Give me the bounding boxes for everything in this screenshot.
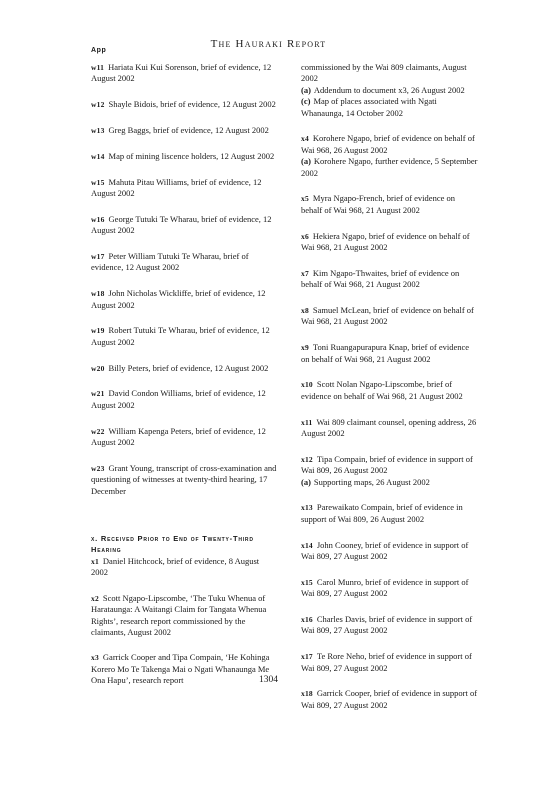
exhibit-text: Garrick Cooper and Tipa Compain, ‘He Kohinga Korero Mo Te Takenga Mai o Ngati Whanaunga Me Ona Hapu’, research report bbox=[91, 652, 270, 686]
exhibit-code: w15 bbox=[91, 177, 105, 187]
exhibit-code: w14 bbox=[91, 151, 105, 161]
exhibit-text: John Nicholas Wickliffe, brief of evidence, 12 August 2002 bbox=[91, 288, 266, 310]
exhibit-code: w11 bbox=[91, 63, 105, 72]
entry-gap bbox=[91, 111, 278, 125]
entry-gap bbox=[91, 411, 278, 425]
exhibit-entry bbox=[91, 288, 278, 311]
exhibit-text: William Kapenga Peters, brief of evidence, 12 August 2002 bbox=[91, 425, 266, 448]
exhibit-entry bbox=[301, 454, 478, 488]
exhibit-entry bbox=[301, 133, 478, 179]
sub-entry-text: Korohere Ngapo, further evidence, 5 September 2002 bbox=[301, 156, 478, 178]
exhibit-code: x11 bbox=[301, 417, 313, 427]
exhibit-entry bbox=[91, 62, 278, 85]
exhibit-sub-entry bbox=[301, 96, 478, 119]
exhibit-code: x17 bbox=[301, 652, 313, 662]
exhibit-text: George Tutuki Te Wharau, brief of evidence, 12 August 2002 bbox=[91, 213, 272, 236]
entry-gap bbox=[91, 448, 278, 462]
exhibit-code: x3 bbox=[91, 653, 99, 663]
page-number: 1304 bbox=[259, 675, 278, 685]
exhibit-text: Hekiera Ngapo, brief of evidence on behalf of Wai 968, 21 August 2002 bbox=[301, 230, 470, 253]
exhibit-entry bbox=[301, 305, 478, 328]
exhibit-entry bbox=[301, 502, 478, 525]
entry-gap bbox=[91, 579, 278, 593]
exhibit-text: Daniel Hitchcock, brief of evidence, 8 August 2002 bbox=[91, 556, 260, 578]
exhibit-text: Shayle Bidois, brief of evidence, 12 August 2002 bbox=[108, 99, 276, 110]
section-heading: x. Received Prior to End of Twenty-Third Hearing bbox=[91, 534, 254, 555]
exhibit-text: commissioned by the Wai 809 claimants, August 2002 bbox=[301, 62, 467, 84]
exhibit-text: Tipa Compain, brief of evidence in support of Wai 809, 26 August 2002 bbox=[301, 453, 473, 476]
exhibit-entry bbox=[301, 231, 478, 254]
exhibit-entry bbox=[91, 463, 278, 497]
sub-entry-text: Addendum to document x3, 26 August 2002 bbox=[313, 84, 465, 95]
exhibit-text: Samuel McLean, brief of evidence on behalf of Wai 968, 21 August 2002 bbox=[301, 305, 474, 327]
exhibit-entry bbox=[301, 417, 478, 440]
exhibit-text: Kim Ngapo-Thwaites, brief of evidence on behalf of Wai 968, 21 August 2002 bbox=[301, 267, 460, 290]
exhibit-text: Te Rore Neho, brief of evidence in support of Wai 809, 27 August 2002 bbox=[301, 651, 472, 673]
exhibit-code: x13 bbox=[301, 503, 313, 513]
exhibit-sub-entry bbox=[301, 477, 478, 488]
exhibit-code: x14 bbox=[301, 540, 313, 550]
exhibit-text: Carol Munro, brief of evidence in support of Wai 809, 27 August 2002 bbox=[301, 576, 469, 599]
exhibit-text: Scott Ngapo-Lipscombe, ‘The Tuku Whenua of Harataunga: A Waitangi Claim for Tangata Whenua Rights’, research report commissioned by the claimants, August 2002 bbox=[91, 592, 267, 638]
exhibit-code: w13 bbox=[91, 126, 105, 135]
entry-gap bbox=[91, 199, 278, 213]
exhibit-text: Greg Baggs, brief of evidence, 12 August 2002 bbox=[108, 125, 269, 135]
sub-entry-label: (a) bbox=[301, 84, 311, 95]
exhibit-code: x7 bbox=[301, 268, 309, 278]
exhibit-code: x10 bbox=[301, 380, 313, 390]
entry-gap bbox=[91, 311, 278, 325]
exhibit-entry bbox=[301, 540, 478, 563]
exhibit-code: w20 bbox=[91, 363, 105, 373]
entry-gap bbox=[91, 162, 278, 176]
sub-entry-text: Map of places associated with Ngati Whanaunga, 14 October 2002 bbox=[301, 96, 437, 118]
entry-gap bbox=[91, 638, 278, 652]
exhibit-text: Myra Ngapo-French, brief of evidence on behalf of Wai 968, 21 August 2002 bbox=[301, 193, 455, 215]
exhibit-entry bbox=[91, 363, 278, 374]
entry-gap bbox=[91, 374, 278, 388]
sub-entry-label: (a) bbox=[301, 476, 311, 487]
exhibit-entry bbox=[301, 614, 478, 637]
entry-gap bbox=[301, 439, 478, 453]
exhibit-code: w23 bbox=[91, 463, 105, 473]
exhibit-text: Peter William Tutuki Te Wharau, brief of evidence, 12 August 2002 bbox=[91, 251, 249, 273]
exhibit-code: w22 bbox=[91, 426, 105, 436]
entry-gap bbox=[301, 525, 478, 539]
exhibit-code: x6 bbox=[301, 231, 309, 241]
exhibit-code: w19 bbox=[91, 326, 105, 336]
entry-gap bbox=[301, 600, 478, 614]
exhibit-code: x16 bbox=[301, 615, 313, 625]
exhibit-text: Grant Young, transcript of cross-examination and questioning of witnesses at twenty-third hearing, 17 December bbox=[91, 462, 277, 496]
entry-gap bbox=[301, 179, 478, 193]
exhibit-entry bbox=[301, 379, 478, 402]
exhibit-entry bbox=[301, 342, 478, 365]
exhibit-code: x8 bbox=[301, 306, 309, 316]
exhibit-entry bbox=[91, 593, 278, 639]
entry-gap bbox=[301, 562, 478, 576]
exhibit-text: Wai 809 claimant counsel, opening address, 26 August 2002 bbox=[301, 416, 477, 439]
exhibit-entry bbox=[91, 151, 278, 162]
entry-gap bbox=[301, 216, 478, 230]
exhibit-text: Garrick Cooper, brief of evidence in support of Wai 809, 27 August 2002 bbox=[301, 688, 478, 710]
sub-entry-label: (a) bbox=[301, 156, 311, 167]
exhibit-code: w17 bbox=[91, 252, 105, 261]
exhibit-text: John Cooney, brief of evidence in support of Wai 809, 27 August 2002 bbox=[301, 539, 469, 562]
exhibit-code: x15 bbox=[301, 577, 313, 587]
exhibit-entry bbox=[301, 268, 478, 291]
exhibit-code: w16 bbox=[91, 214, 105, 224]
exhibit-text: Korohere Ngapo, brief of evidence on behalf of Wai 968, 26 August 2002 bbox=[301, 133, 475, 155]
exhibit-text: Map of mining liscence holders, 12 August 2002 bbox=[108, 150, 275, 161]
entry-gap bbox=[301, 365, 478, 379]
exhibit-text: Robert Tutuki Te Wharau, brief of evidence, 12 August 2002 bbox=[91, 325, 270, 347]
section-tag: App bbox=[91, 47, 107, 54]
exhibit-entry bbox=[301, 577, 478, 600]
exhibit-text: Charles Davis, brief of evidence in support of Wai 809, 27 August 2002 bbox=[301, 614, 473, 636]
exhibit-entry bbox=[301, 651, 478, 674]
exhibit-entry bbox=[301, 193, 478, 216]
entry-gap bbox=[301, 291, 478, 305]
exhibit-code: x4 bbox=[301, 134, 309, 144]
entry-gap bbox=[301, 637, 478, 651]
exhibit-text: Mahuta Pitau Williams, brief of evidence, 12 August 2002 bbox=[91, 176, 262, 198]
exhibit-entry bbox=[91, 556, 278, 579]
entry-gap bbox=[91, 274, 278, 288]
exhibit-code: w18 bbox=[91, 289, 105, 299]
entry-gap bbox=[91, 348, 278, 362]
exhibit-code: x9 bbox=[301, 343, 309, 353]
entry-gap bbox=[301, 488, 478, 502]
entry-gap bbox=[91, 497, 278, 533]
entry-gap bbox=[91, 85, 278, 99]
exhibit-sub-entry bbox=[301, 156, 478, 179]
entry-gap bbox=[301, 253, 478, 267]
exhibit-entry bbox=[91, 426, 278, 449]
entry-gap bbox=[301, 119, 478, 133]
exhibit-text: Toni Ruangapurapura Knap, brief of evidence on behalf of Wai 968, 21 August 2002 bbox=[301, 342, 470, 364]
exhibit-text: Billy Peters, brief of evidence, 12 August 2002 bbox=[108, 362, 269, 373]
entry-gap bbox=[301, 402, 478, 416]
exhibit-entry bbox=[301, 688, 478, 711]
exhibit-entry bbox=[301, 62, 478, 119]
exhibit-code: x1 bbox=[91, 557, 99, 567]
exhibit-code: x5 bbox=[301, 194, 309, 204]
right-column bbox=[301, 62, 478, 711]
exhibit-entry bbox=[91, 177, 278, 200]
left-column bbox=[91, 62, 278, 687]
exhibit-entry bbox=[91, 325, 278, 348]
exhibit-code: x18 bbox=[301, 689, 313, 699]
entry-gap bbox=[91, 136, 278, 150]
exhibit-code: x12 bbox=[301, 454, 313, 464]
exhibit-entry bbox=[91, 125, 278, 136]
exhibit-entry bbox=[91, 388, 278, 411]
exhibit-text: Parewaikato Compain, brief of evidence in support of Wai 809, 26 August 2002 bbox=[301, 502, 463, 524]
exhibit-entry bbox=[91, 99, 278, 110]
exhibit-text: David Condon Williams, brief of evidence, 12 August 2002 bbox=[91, 388, 266, 410]
exhibit-text: Scott Nolan Ngapo-Lipscombe, brief of evidence on behalf of Wai 968, 21 August 2002 bbox=[301, 379, 463, 401]
entry-gap bbox=[301, 328, 478, 342]
exhibit-entry bbox=[91, 251, 278, 274]
exhibit-code: w21 bbox=[91, 389, 105, 399]
sub-entry-label: (c) bbox=[301, 96, 311, 107]
exhibit-code: w12 bbox=[91, 100, 105, 110]
running-head: The Hauraki Report bbox=[210, 38, 327, 50]
entry-gap bbox=[91, 237, 278, 251]
exhibit-code: x2 bbox=[91, 593, 99, 603]
exhibit-entry bbox=[91, 214, 278, 237]
exhibit-sub-entry bbox=[301, 85, 478, 96]
sub-entry-text: Supporting maps, 26 August 2002 bbox=[313, 476, 430, 487]
exhibit-text: Hariata Kui Kui Sorenson, brief of evidence, 12 August 2002 bbox=[91, 62, 272, 84]
